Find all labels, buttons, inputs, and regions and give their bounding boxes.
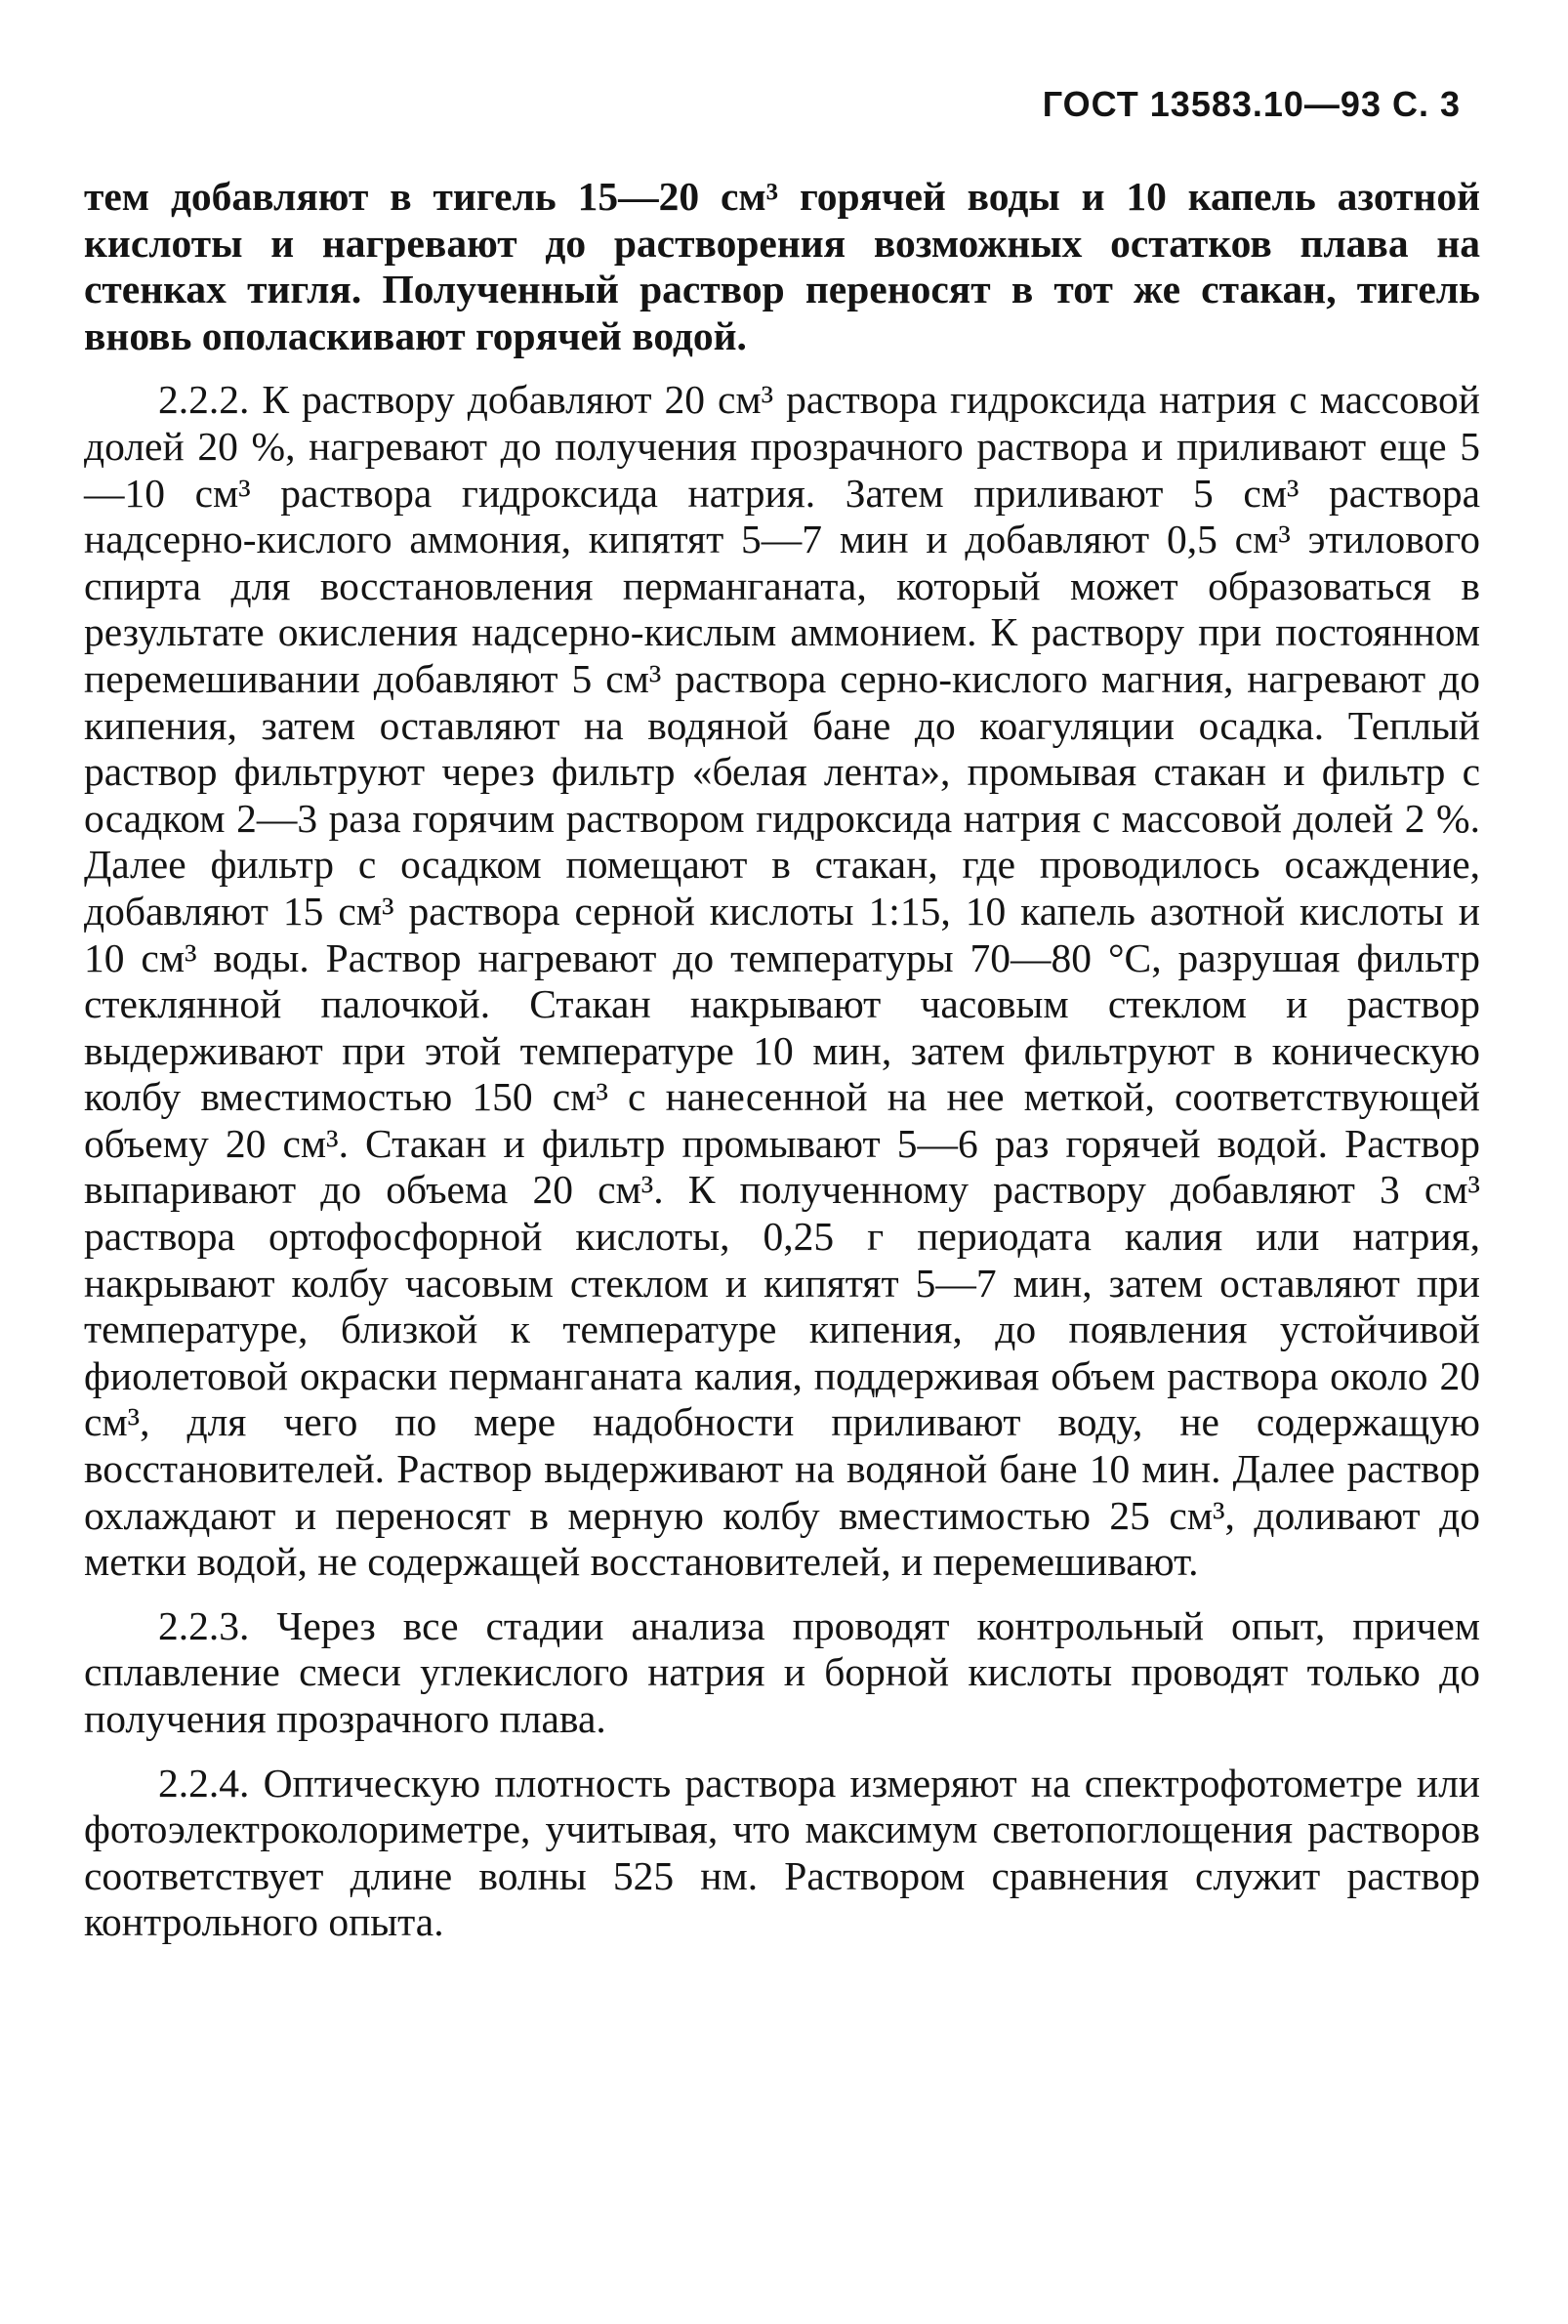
paragraph-2-2-2: 2.2.2. К раствору добавляют 20 см³ раствора гидроксида натрия с массовой долей 20 %, нагревают до получения прозрачного раствора и приливают еще 5—10 см³ раствора гидроксида натрия. Затем приливают 5 см³ раствора надсерно-кислого аммония, кипятят 5—7 мин и добавляют 0,5 см³ этилового спирта для восстановления перманганата, который может образоваться в результате окисления надсерно-кислым аммонием. К раствору при постоянном перемешивании добавляют 5 см³ раствора серно-кислого магния, нагревают до кипения, затем оставляют на водяной бане до коагуляции осадка. Теплый раствор фильтруют через фильтр «белая лента», промывая стакан и фильтр с осадком 2—3 раза горячим раствором гидроксида натрия с массовой долей 2 %. Далее фильтр с осадком помещают в стакан, где проводилось осаждение, добавляют 15 см³ раствора серной кислоты 1:15, 10 капель азотной кислоты и 10 см³ воды. Раствор нагревают до температуры 70—80 °С, разрушая фильтр стеклянной палочкой. Стакан накрывают часовым стеклом и раствор выдерживают при этой температуре 10 мин, затем фильтруют в коническую колбу вместимостью 150 см³ с нанесенной на нее меткой, соответствующей объему 20 см³. Стакан и фильтр промывают 5—6 раз горячей водой. Раствор выпаривают до объема 20 см³. К полученному раствору добавляют 3 см³ раствора ортофосфорной кислоты, 0,25 г периодата калия или натрия, накрывают колбу часовым стеклом и кипятят 5—7 мин, затем оставляют при температуре, близкой к температуре кипения, до появления устойчивой фиолетовой окраски перманганата калия, поддерживая объем раствора около 20 см³, для чего по мере надобности приливают воду, не содержащую восстановителей. Раствор выдерживают на водяной бане 10 мин. Далее раствор охлаждают и переносят в мерную колбу вместимостью 25 см³, доливают до метки водой, не содержащей восстановителей, и перемешивают. <box>84 377 1480 1585</box>
document-body <box>84 174 1480 1964</box>
paragraph-2-2-4: 2.2.4. Оптическую плотность раствора измеряют на спектрофотометре или фотоэлектроколориметре, учитывая, что максимум светопоглощения растворов соответствует длине волны 525 нм. Раствором сравнения служит раствор контрольного опыта. <box>84 1760 1480 1945</box>
running-header: ГОСТ 13583.10—93 С. 3 <box>1042 84 1461 124</box>
paragraph-2-2-3: 2.2.3. Через все стадии анализа проводят контрольный опыт, причем сплавление смеси углекислого натрия и борной кислоты проводят только до получения прозрачного плава. <box>84 1602 1480 1741</box>
paragraph-continuation: тем добавляют в тигель 15—20 см³ горячей воды и 10 капель азотной кислоты и нагревают до растворения возможных остатков плава на стенках тигля. Полученный раствор переносят в тот же стакан, тигель вновь ополаскивают горячей водой. <box>84 174 1480 358</box>
